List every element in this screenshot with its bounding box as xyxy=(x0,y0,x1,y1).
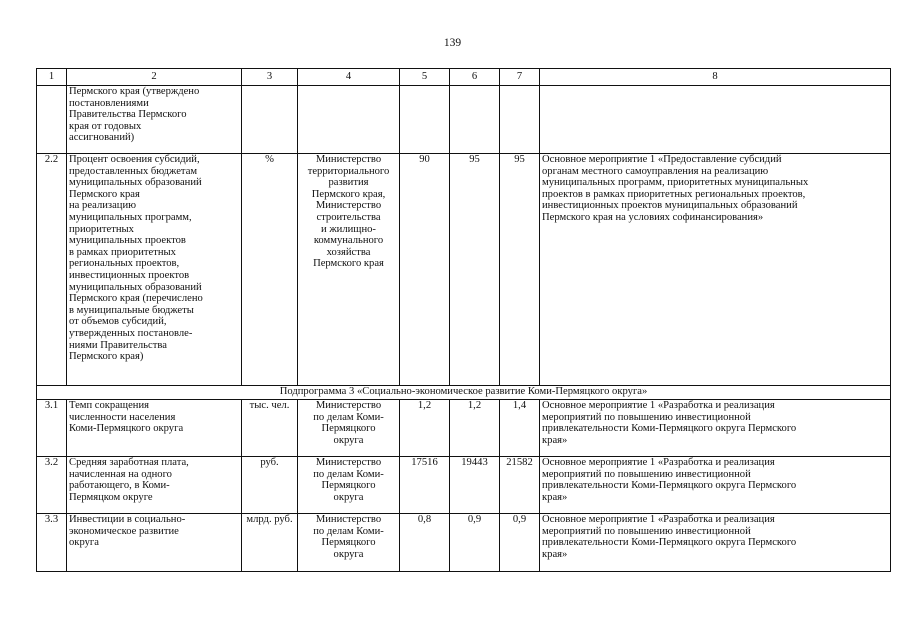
text-line: Пермского края (перечислено xyxy=(69,293,203,305)
text-line: по делам Коми- xyxy=(313,468,384,480)
column-number-row xyxy=(37,69,891,86)
text-line: Основное мероприятие 1 «Разработка и реализация xyxy=(542,514,775,525)
text-line: в муниципальные бюджеты xyxy=(69,304,194,316)
text-line: мероприятий по повышению инвестиционной xyxy=(542,468,751,480)
text-line: округа xyxy=(333,491,364,503)
continuation-row xyxy=(37,86,891,154)
measure xyxy=(540,514,891,572)
measure xyxy=(540,400,891,457)
value-7: 0,9 xyxy=(500,514,540,572)
subprogram-title: Подпрограмма 3 «Социально-экономическое развитие Коми-Пермяцкого округа» xyxy=(37,386,891,400)
text-line: Пермяцкого xyxy=(321,537,376,549)
text-line: Пермского края, xyxy=(311,188,386,200)
text-line: края от годовых xyxy=(69,120,142,132)
text-line: коммунального xyxy=(313,235,384,247)
text-line: по делам Коми- xyxy=(313,411,384,423)
value-6: 95 xyxy=(450,154,500,386)
text-line: ниями Правительства xyxy=(69,339,167,351)
value-5: 1,2 xyxy=(400,400,450,457)
text-line: Пермского края (утверждено xyxy=(69,86,200,97)
executor xyxy=(298,514,400,572)
text-line: постановлениями xyxy=(69,97,149,109)
text-line: Пермского края) xyxy=(69,351,144,363)
indicator-name xyxy=(67,400,242,457)
text-line: численности населения xyxy=(69,411,176,423)
text-line: Основное мероприятие 1 «Разработка и реализация xyxy=(542,400,775,411)
continuation-text xyxy=(67,86,242,154)
value-6: 19443 xyxy=(450,457,500,514)
col-num-1: 1 xyxy=(37,69,67,86)
value-7: 95 xyxy=(500,154,540,386)
table-row-3-2 xyxy=(37,457,891,514)
text-line: Министерство xyxy=(315,400,382,411)
text-line: привлекательности Коми-Пермяцкого округа Пермского xyxy=(542,480,797,492)
text-line: привлекательности Коми-Пермяцкого округа Пермского xyxy=(542,537,797,549)
text-line: региональных проектов, xyxy=(69,258,180,270)
text-line: Инвестиции в социально- xyxy=(69,514,186,525)
row-number: 2.2 xyxy=(37,154,67,386)
value-6: 1,2 xyxy=(450,400,500,457)
text-line: муниципальных программ, xyxy=(69,211,192,223)
text-line: Основное мероприятие 1 «Разработка и реализация xyxy=(542,457,775,468)
text-line: края» xyxy=(542,434,568,446)
text-line: округа xyxy=(333,548,364,560)
col-num-6: 6 xyxy=(450,69,500,86)
col-num-8: 8 xyxy=(540,69,891,86)
text-line: муниципальных образований xyxy=(69,281,202,293)
value-7: 21582 xyxy=(500,457,540,514)
row-number: 3.3 xyxy=(37,514,67,572)
text-line: от объемов субсидий, xyxy=(69,316,167,328)
text-line: муниципальных проектов xyxy=(69,235,186,247)
text-line: в рамках приоритетных xyxy=(69,246,176,258)
measure xyxy=(540,457,891,514)
value-7: 1,4 xyxy=(500,400,540,457)
text-line: экономическое развитие xyxy=(69,525,179,537)
text-line: Пермского края xyxy=(69,188,140,200)
text-line: Министерство xyxy=(315,514,382,525)
text-line: органам местного самоуправления на реализацию xyxy=(542,165,769,177)
text-line: инвестиционных проектов xyxy=(69,269,190,281)
text-line: развития xyxy=(328,177,369,189)
indicator-name xyxy=(67,457,242,514)
text-line: и жилищно- xyxy=(321,223,376,235)
indicator-name xyxy=(67,514,242,572)
col-num-4: 4 xyxy=(298,69,400,86)
indicators-table xyxy=(36,68,891,572)
text-line: по делам Коми- xyxy=(313,525,384,537)
executor xyxy=(298,400,400,457)
text-line: муниципальных образований xyxy=(69,177,202,189)
indicator-name xyxy=(67,154,242,386)
text-line: Процент освоения субсидий, xyxy=(69,154,200,165)
text-line: территориального xyxy=(307,165,390,177)
text-line: инвестиционных проектов муниципальных образований xyxy=(542,200,798,212)
text-line: Темп сокращения xyxy=(69,400,150,411)
col-num-3: 3 xyxy=(242,69,298,86)
text-line: мероприятий по повышению инвестиционной xyxy=(542,411,751,423)
unit: руб. xyxy=(242,457,298,514)
text-line: Министерство xyxy=(315,200,382,212)
col-num-5: 5 xyxy=(400,69,450,86)
row-number: 3.2 xyxy=(37,457,67,514)
text-line: края» xyxy=(542,491,568,503)
text-line: Пермяцкого xyxy=(321,423,376,435)
value-5: 0,8 xyxy=(400,514,450,572)
row-number: 3.1 xyxy=(37,400,67,457)
value-5: 90 xyxy=(400,154,450,386)
text-line: работающего, в Коми- xyxy=(69,480,170,492)
table-row-3-1 xyxy=(37,400,891,457)
text-line: Пермяцкого xyxy=(321,480,376,492)
subprogram-row xyxy=(37,386,891,400)
unit: тыс. чел. xyxy=(242,400,298,457)
executor xyxy=(298,154,400,386)
text-line: приоритетных xyxy=(69,223,134,235)
text-line: Министерство xyxy=(315,457,382,468)
col-num-7: 7 xyxy=(500,69,540,86)
text-line: хозяйства xyxy=(326,246,371,258)
value-6: 0,9 xyxy=(450,514,500,572)
col-num-2: 2 xyxy=(67,69,242,86)
text-line: ассигнований) xyxy=(69,132,135,144)
text-line: предоставленных бюджетам xyxy=(69,165,198,177)
measure xyxy=(540,154,891,386)
text-line: округа xyxy=(333,434,364,446)
text-line: Коми-Пермяцкого округа xyxy=(69,423,184,435)
text-line: края» xyxy=(542,548,568,560)
text-line: Министерство xyxy=(315,154,382,165)
table-row-3-3 xyxy=(37,514,891,572)
text-line: Пермяцком округе xyxy=(69,491,153,503)
executor xyxy=(298,457,400,514)
text-line: Пермского края xyxy=(313,258,384,270)
text-line: мероприятий по повышению инвестиционной xyxy=(542,525,751,537)
text-line: привлекательности Коми-Пермяцкого округа Пермского xyxy=(542,423,797,435)
text-line: утвержденных постановле- xyxy=(69,327,193,339)
text-line: Основное мероприятие 1 «Предоставление субсидий xyxy=(542,154,782,165)
unit: млрд. руб. xyxy=(242,514,298,572)
text-line: на реализацию xyxy=(69,200,137,212)
text-line: начисленная на одного xyxy=(69,468,172,480)
text-line: строительства xyxy=(316,211,381,223)
text-line: Средняя заработная плата, xyxy=(69,457,189,468)
text-line: Правительства Пермского xyxy=(69,109,187,121)
text-line: муниципальных программ, приоритетных муниципальных xyxy=(542,177,809,189)
text-line: проектов в рамках приоритетных региональных проектов, xyxy=(542,188,806,200)
unit: % xyxy=(242,154,298,386)
table-row-2-2 xyxy=(37,154,891,386)
text-line: округа xyxy=(69,537,99,549)
page-number: 139 xyxy=(443,37,462,49)
text-line: Пермского края на условиях софинансирования» xyxy=(542,211,764,223)
value-5: 17516 xyxy=(400,457,450,514)
